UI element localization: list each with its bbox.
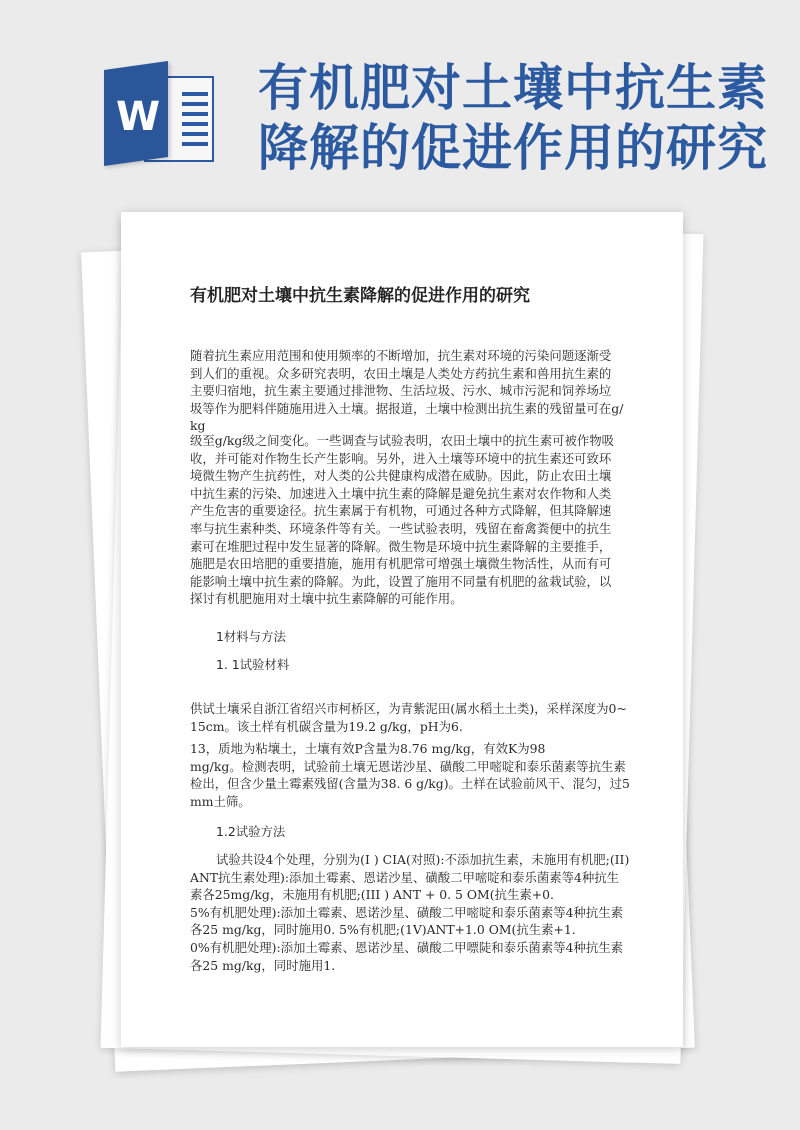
- text-line: 13，质地为粘壤土，土壤有效P含量为8.76 mg/kg，有效K为98: [190, 741, 546, 756]
- text-line: 各25 mg/kg，同时施用0. 5%有机肥;(1V)ANT+1.0 OM(抗生素+1.: [190, 922, 576, 938]
- text-line: 率与抗生素种类、环境条件等有关。一些试验表明，残留在畜禽粪便中的抗生: [190, 520, 612, 536]
- text-line: 试验共设4个处理，分别为(I ) CIA(对照):不添加抗生素，未施用有机肥;(II): [216, 852, 630, 867]
- text-line: 5%有机肥处理):添加土霉素、恩诺沙星、磺酸二甲嘧啶和泰乐菌素等4种抗生素: [190, 904, 624, 920]
- text-line: mm土筛。: [190, 793, 251, 809]
- banner-title-line-1: 有机肥对土壤中抗生素: [258, 59, 768, 117]
- text-line: 到人们的重视。众多研究表明，农田土壤是人类处方药抗生素和兽用抗生素的: [190, 365, 612, 381]
- text-line: 15cm。该土样有机碳含量为19.2 g/kg，pH为6.: [190, 718, 463, 734]
- word-document-icon: [104, 70, 220, 166]
- text-line: 施肥是农田培肥的重要措施，施用有机肥常可增强土壤微生物活性，从而有可: [190, 556, 612, 572]
- text-line: 主要归宿地，抗生素主要通过排泄物、生活垃圾、污水、城市污泥和饲养场垃: [190, 383, 612, 399]
- text-line: mg/kg。检测表明，试验前土壤无恩诺沙星、磺酸二甲嘧啶和泰乐菌素等抗生素: [190, 758, 626, 774]
- background-paragraph: [190, 432, 636, 608]
- text-line: 供试土壤采自浙江省绍兴市柯桥区，为青紫泥田(属水稻土土类)，采样深度为0~: [190, 701, 627, 716]
- text-line: 各25 mg/kg，同时施用1.: [190, 957, 336, 973]
- text-line: 收，并可能对作物生长产生影响。另外，进入土壤等环境中的抗生素还可致环: [190, 450, 612, 466]
- text-line: 能影响土壤中抗生素的降解。为此，设置了施用不同量有机肥的盆栽试验，以: [190, 573, 612, 589]
- text-line: 圾等作为肥料伴随施用进入土壤。据报道，土壤中检测出抗生素的残留量可在g/: [190, 400, 624, 416]
- intro-paragraph: [190, 347, 636, 435]
- text-line: 中抗生素的污染、加速进入土壤中抗生素的降解是避免抗生素对农作物和人类: [190, 485, 612, 501]
- text-line: 境微生物产生抗药性，对人类的公共健康构成潜在威胁。因此，防止农田土壤: [190, 468, 612, 484]
- document-title: 有机肥对土壤中抗生素降解的促进作用的研究: [190, 286, 530, 306]
- text-line: 素各25mg/kg，未施用有机肥;(III ) ANT + 0. 5 OM(抗生素+0.: [190, 887, 554, 903]
- banner-header: [0, 0, 800, 200]
- text-line: 级至g/kg级之间变化。一些调查与试验表明，农田土壤中的抗生素可被作物吸: [190, 433, 615, 448]
- treatments-paragraph: [190, 851, 636, 974]
- section-heading-materials-methods: 1材料与方法: [216, 629, 286, 644]
- text-line: 素可在堆肥过程中发生显著的降解。微生物是环境中抗生素降解的主要推手，: [190, 538, 612, 554]
- text-line: 产生危害的重要途径。抗生素属于有机物，可通过各种方式降解，但其降解速: [190, 503, 612, 519]
- soil-properties-paragraph: [190, 740, 636, 810]
- text-line: 0%有机肥处理):添加土霉素、恩诺沙星、磺酸二甲嘌陡和泰乐菌素等4种抗生素: [190, 939, 624, 955]
- text-line: ANT抗生素处理):添加土霉素、恩诺沙星、磺酸二甲嘧啶和泰乐菌素等4种抗生: [190, 869, 620, 885]
- section-heading-test-materials: 1. 1试验材料: [216, 657, 290, 672]
- text-line: 随着抗生素应用范围和使用频率的不断增加，抗生素对环境的污染问题逐渐受: [190, 348, 612, 363]
- text-line: kg: [190, 418, 206, 434]
- section-heading-test-methods: 1.2试验方法: [216, 824, 286, 839]
- text-line: 探讨有机肥施用对土壤中抗生素降解的可能作用。: [190, 591, 463, 607]
- text-line: 检出，但含少量土霉素残留(含量为38. 6 g/kg)。土样在试验前风干、混匀，过5: [190, 776, 630, 792]
- word-logo-letter: W: [115, 94, 161, 140]
- banner-title-line-2: 降解的促进作用的研究: [258, 119, 768, 177]
- banner-title: [258, 58, 778, 178]
- soil-sample-paragraph: [190, 700, 636, 735]
